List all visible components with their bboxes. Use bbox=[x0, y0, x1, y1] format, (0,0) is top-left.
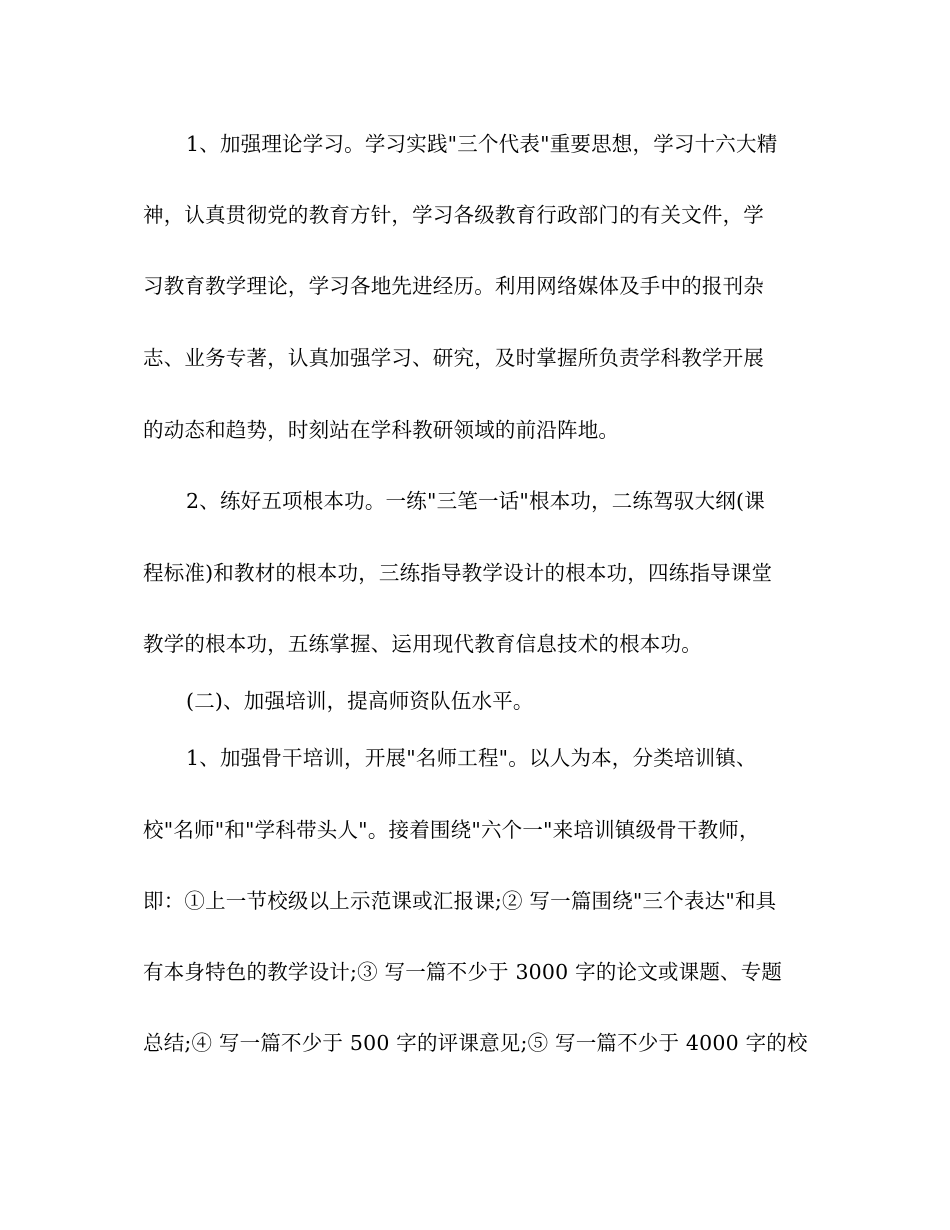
paragraph-line: 校"名师"和"学科带头人"。接着围绕"六个一"来培训镇级骨干教师， bbox=[143, 818, 760, 842]
paragraph-line: 1、加强理论学习。学习实践"三个代表"重要思想，学习十六大精 bbox=[186, 132, 778, 156]
paragraph-line: 即：①上一节校级以上示范课或汇报课;② 写一篇围绕"三个表达"和具 bbox=[143, 889, 777, 913]
paragraph-line: 神，认真贯彻党的教育方针，学习各级教育行政部门的有关文件，学 bbox=[143, 203, 764, 227]
paragraph-line: 1、加强骨干培训，开展"名师工程"。以人为本，分类培训镇、 bbox=[186, 746, 757, 770]
paragraph-line: 习教育教学理论，学习各地先进经历。利用网络媒体及手中的报刊杂 bbox=[143, 274, 764, 298]
section-heading: (二)、加强培训，提高师资队伍水平。 bbox=[186, 689, 534, 713]
paragraph-line: 2、练好五项根本功。一练"三笔一话"根本功，二练驾驭大纲(课 bbox=[186, 489, 765, 513]
paragraph-line: 有本身特色的教学设计;③ 写一篇不少于 3000 字的论文或课题、专题 bbox=[143, 960, 783, 984]
paragraph-line: 总结;④ 写一篇不少于 500 字的评课意见;⑤ 写一篇不少于 4000 字的校 bbox=[143, 1031, 808, 1055]
paragraph-line: 的动态和趋势，时刻站在学科教研领域的前沿阵地。 bbox=[143, 418, 620, 442]
paragraph-line: 教学的根本功，五练掌握、运用现代教育信息技术的根本功。 bbox=[143, 632, 702, 656]
paragraph-line: 程标准)和教材的根本功，三练指导教学设计的根本功，四练指导课堂 bbox=[143, 561, 773, 585]
paragraph-line: 志、业务专著，认真加强学习、研究，及时掌握所负责学科教学开展 bbox=[143, 346, 764, 370]
